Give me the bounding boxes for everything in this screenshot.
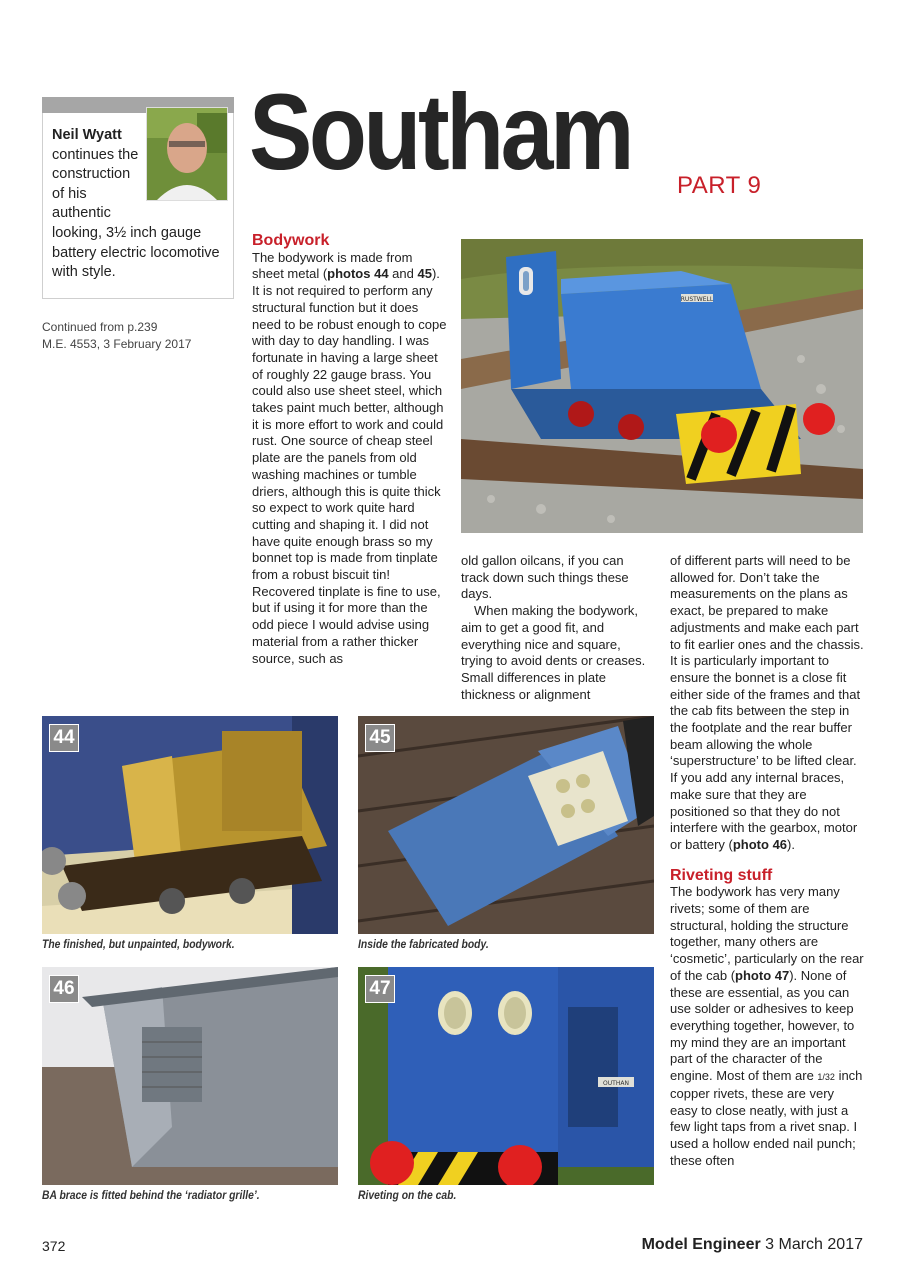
text-run: inch copper rivets, these are very easy to close neatly, with just a few light taps from a rivet snap. I used a hollow ended nail punch; these often: [670, 1068, 863, 1168]
riveting-heading: Riveting stuff: [670, 866, 773, 884]
text-run: of different parts will need to be allowed for. Don’t take the measurements on the plans as exact, be prepared to make adjustments and make each part to fit earlier ones and the chassis. It is particularly important to ensure the bonnet is a close fit either side of the frames and that the cab fits between the step in the footplate and the rear buffer beam allowing the whole ‘superstructure’ to be lifted clear. If you add any internal braces, make sure that they are positioned so that they do not interfere with the gearbox, motor or battery (: [670, 553, 864, 852]
article-title: Southam: [249, 71, 631, 192]
continued-from: Continued from p.239: [42, 320, 158, 334]
photo-number: 45: [365, 724, 395, 752]
hero-nameplate-text: RUSTWELL: [680, 296, 714, 303]
fraction: 1/32: [817, 1072, 835, 1083]
paragraph: old gallon oilcans, if you can track down such things these days.: [461, 553, 629, 602]
photo-46: [42, 967, 338, 1185]
photo-ref: photo 46: [732, 836, 788, 852]
paragraph: [670, 553, 864, 854]
continued-note: [42, 319, 191, 353]
photo-45: [358, 716, 654, 934]
photo-ref: photo 47: [735, 967, 790, 983]
bodywork-heading: Bodywork: [252, 232, 330, 249]
text-run: The bodywork has very many rivets; some of them are structural, holding the structure together, many others are ‘cosmetic’, particularly on the rear of the cab (: [670, 884, 864, 983]
paragraph: [670, 884, 864, 1169]
footer-publication: [642, 1236, 863, 1254]
author-blurb: continues the construction of his authentic looking, 3½ inch gauge battery electric locomotive with style.: [52, 146, 220, 281]
column-2: [461, 553, 653, 703]
column-3: [670, 553, 864, 1169]
column-1: [252, 233, 447, 667]
caption-44: The finished, but unpainted, bodywork.: [42, 939, 235, 951]
author-byline: [52, 126, 227, 283]
photo-47: [358, 967, 654, 1185]
caption-46: BA brace is fitted behind the ‘radiator grille’.: [42, 1190, 260, 1202]
text-run: ). None of these are essential, as you can use solder or adhesives to keep everything together, however, to my mind they are an important part of the character of the engine. Most of them are: [670, 967, 855, 1084]
photo-number: 44: [49, 724, 79, 752]
photo-number: 47: [365, 975, 395, 1003]
article-part: PART 9: [677, 172, 762, 199]
hero-photo: [461, 239, 863, 533]
caption-47: Riveting on the cab.: [358, 1190, 457, 1202]
caption-45: Inside the fabricated body.: [358, 939, 489, 951]
text-run: ).: [787, 836, 795, 852]
page-number: 372: [42, 1238, 66, 1254]
cab-nameplate-text: OUTHAN: [603, 1080, 629, 1087]
author-box: [42, 97, 234, 299]
paragraph: When making the bodywork, aim to get a good fit, and everything nice and square, trying to avoid dents or creases. Small differences in plate thickness or alignment: [461, 603, 646, 702]
issue-date: 3 March 2017: [765, 1236, 863, 1253]
issue-ref: M.E. 4553, 3 February 2017: [42, 337, 192, 351]
magazine-name: Model Engineer: [641, 1236, 761, 1253]
text-run: The bodywork is made from sheet metal (: [252, 249, 413, 282]
text-run: ). It is not required to perform any structural function but it does need to be robust enough to cope with day to day handling. I was fortunate in having a large sheet of roughly 22 gauge brass. You could also use sheet steel, which takes paint much better, although it is more effort to work and could rust. One source of cheap steel plate are the panels from old washing machines or tumble driers, although this is quite thick so expect to work quite hard cutting and shaping it. I did not have quite enough brass so my bonnet top is made from tinplate from a robust biscuit tin! Recovered tinplate is fine to use, but if using it for more than the odd piece I would advise using material from a rather thicker source, such as: [252, 266, 447, 666]
text-run: and: [388, 266, 418, 282]
photo-ref: photos 44: [327, 266, 389, 282]
photo-ref: 45: [417, 266, 432, 282]
author-name: Neil Wyatt: [52, 127, 122, 143]
bodywork-paragraph: [252, 250, 447, 668]
photo-number: 46: [49, 975, 79, 1003]
photo-44: [42, 716, 338, 934]
